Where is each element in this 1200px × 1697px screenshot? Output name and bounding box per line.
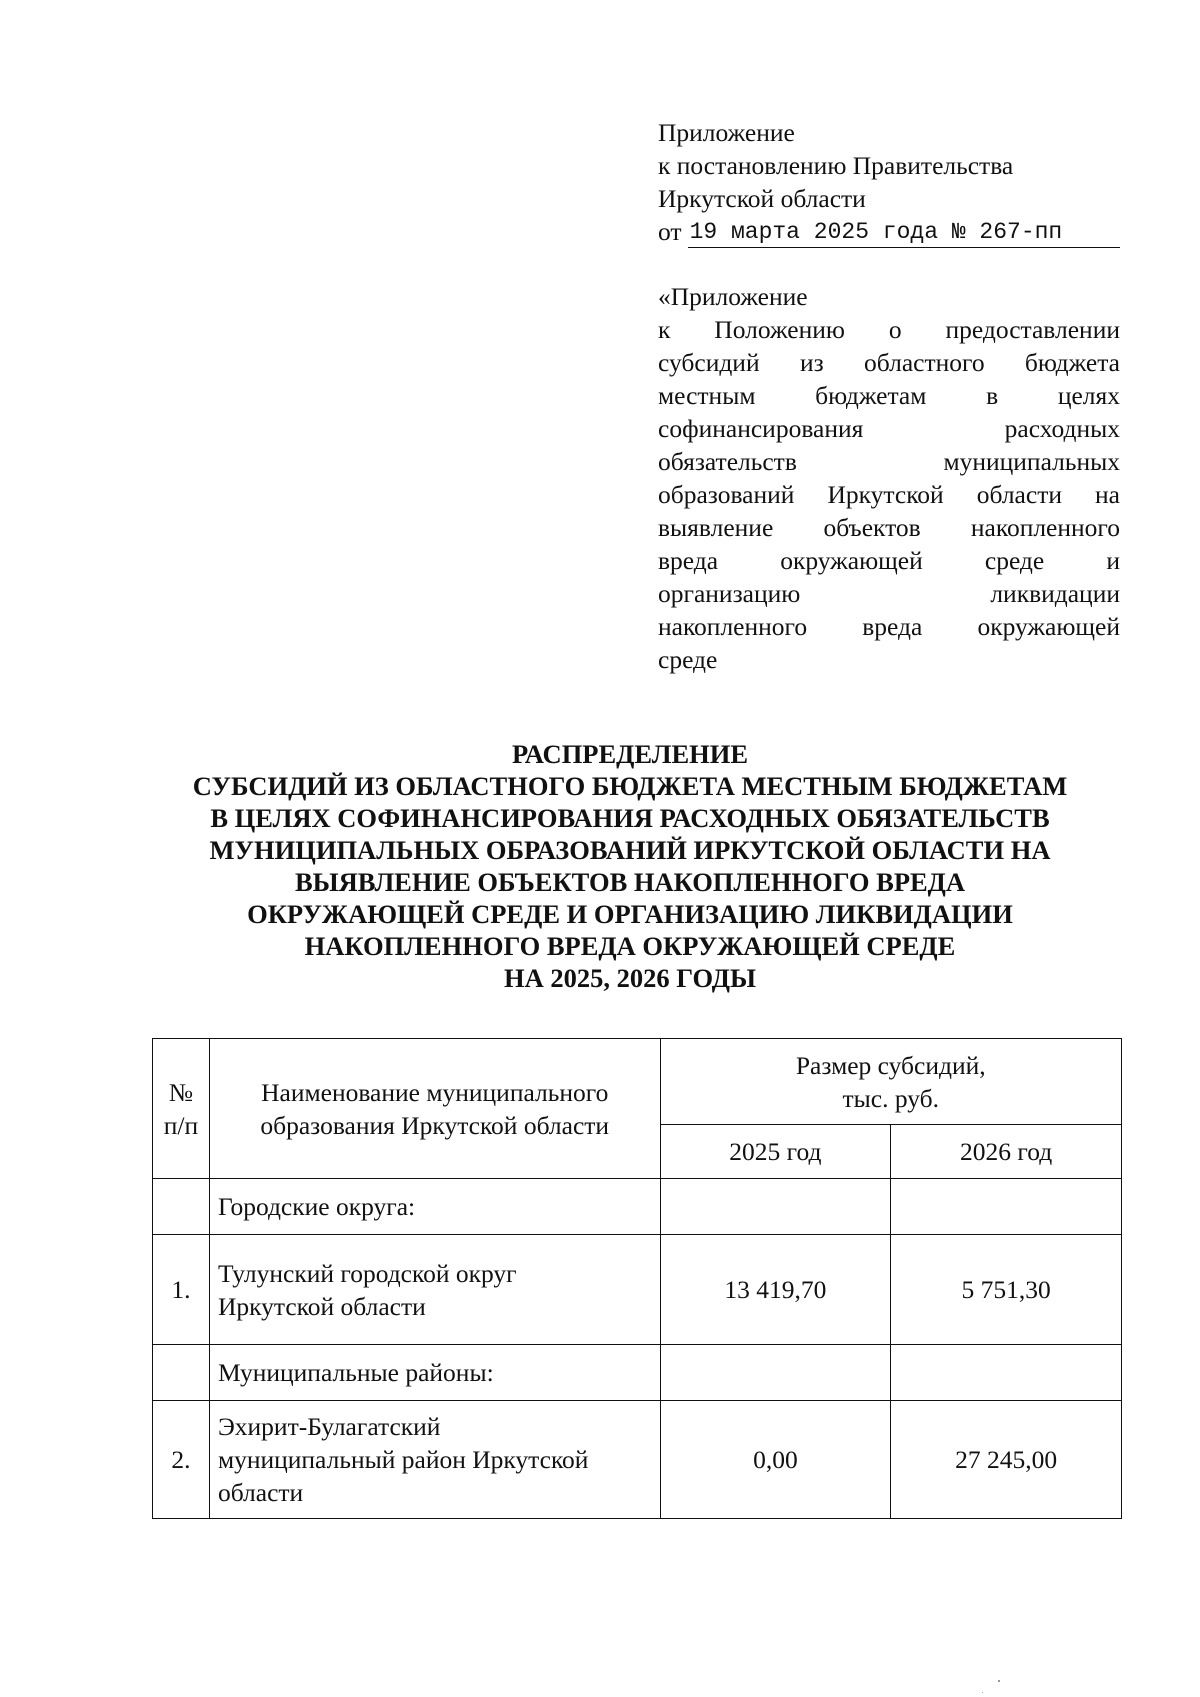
header-name [209,1039,660,1179]
row-number: 1. [153,1235,210,1345]
table-section-row [153,1345,1122,1401]
row-name-line: Эхирит-Булагатский [217,1412,441,1441]
decree-date-line [658,215,1120,248]
title-line: ОКРУЖАЮЩЕЙ СРЕДЕ И ОРГАНИЗАЦИЮ ЛИКВИДАЦИИ [247,899,1013,929]
header-name-line: Наименование муниципального [261,1077,609,1107]
header-year-2026: 2026 год [891,1125,1122,1179]
title-line: НА 2025, 2026 ГОДЫ [504,963,756,993]
appendix-header [658,116,1120,248]
section-num-cell [153,1345,210,1401]
appendix-decree-ref: к постановлению Правительства [658,151,1014,180]
regulation-reference [658,280,1120,676]
header-subsidy-size [660,1039,1121,1125]
row-value-2026: 27 245,00 [891,1401,1122,1519]
row-name-line: Иркутской области [217,1291,426,1321]
header-name-line: образования Иркутской области [260,1110,610,1140]
row-name [209,1235,660,1345]
section-empty-cell [891,1179,1122,1235]
section-empty-cell [660,1179,891,1235]
row-value-2025: 13 419,70 [660,1235,891,1345]
regulation-line: обязательств муниципальных [658,447,1120,476]
section-label: Городские округа: [217,1192,416,1221]
section-empty-cell [891,1345,1122,1401]
row-value-2026: 5 751,30 [891,1235,1122,1345]
section-empty-cell [660,1345,891,1401]
regulation-last-line: среде [658,645,718,674]
section-num-cell [153,1179,210,1235]
table-section-row [153,1179,1122,1235]
header-size-line: Размер субсидий, [795,1050,986,1080]
header-num [153,1039,210,1179]
regulation-line: субсидий из областного бюджета [658,348,1120,377]
row-value-2025: 0,00 [660,1401,891,1519]
title-line: СУБСИДИЙ ИЗ ОБЛАСТНОГО БЮДЖЕТА МЕСТНЫМ БЮДЖЕТАМ [192,771,1068,801]
section-label-cell [209,1345,660,1401]
scan-speck [998,1680,1000,1682]
scan-speck [982,1692,983,1693]
row-name [209,1401,660,1519]
row-name-line: муниципальный район Иркутской [217,1445,589,1474]
regulation-line: накопленного вреда окружающей [658,612,1120,641]
table-row [153,1235,1122,1345]
row-name-line: Тулунский городской округ [217,1258,517,1288]
row-name-line: области [217,1478,304,1507]
section-label: Муниципальные районы: [217,1358,494,1387]
row-number: 2. [153,1401,210,1519]
table-row [153,1401,1122,1519]
header-num-label: п/п [163,1110,199,1140]
date-prefix: от [658,217,682,246]
document-title [150,738,1110,994]
subsidy-table [152,1038,1122,1519]
title-line: В ЦЕЛЯХ СОФИНАНСИРОВАНИЯ РАСХОДНЫХ ОБЯЗАТЕЛЬСТВ [210,803,1050,833]
table-header-row [153,1039,1122,1125]
regulation-line: софинансирования расходных [658,414,1120,443]
regulation-line: местным бюджетам в целях [658,381,1120,410]
header-size-line: тыс. руб. [842,1083,940,1113]
appendix-title: Приложение [658,118,795,147]
decree-date: 19 марта 2025 года № 267-пп [688,218,1120,248]
section-label-cell [209,1179,660,1235]
title-line: ВЫЯВЛЕНИЕ ОБЪЕКТОВ НАКОПЛЕННОГО ВРЕДА [294,867,966,897]
regulation-line: вреда окружающей среде и [658,546,1120,575]
appendix-region: Иркутской области [658,184,866,213]
regulation-line: к Положению о предоставлении [658,315,1120,344]
regulation-first-line: «Приложение [658,282,808,311]
title-line: МУНИЦИПАЛЬНЫХ ОБРАЗОВАНИЙ ИРКУТСКОЙ ОБЛАСТИ НА [209,835,1051,865]
title-line: РАСПРЕДЕЛЕНИЕ [511,739,749,769]
title-line: НАКОПЛЕННОГО ВРЕДА ОКРУЖАЮЩЕЙ СРЕДЕ [304,931,956,961]
regulation-line: образований Иркутской области на [658,480,1120,509]
regulation-line: выявление объектов накопленного [658,513,1120,542]
regulation-line: организацию ликвидации [658,579,1120,608]
header-year-2025: 2025 год [660,1125,891,1179]
header-num-symbol: № [168,1077,194,1107]
